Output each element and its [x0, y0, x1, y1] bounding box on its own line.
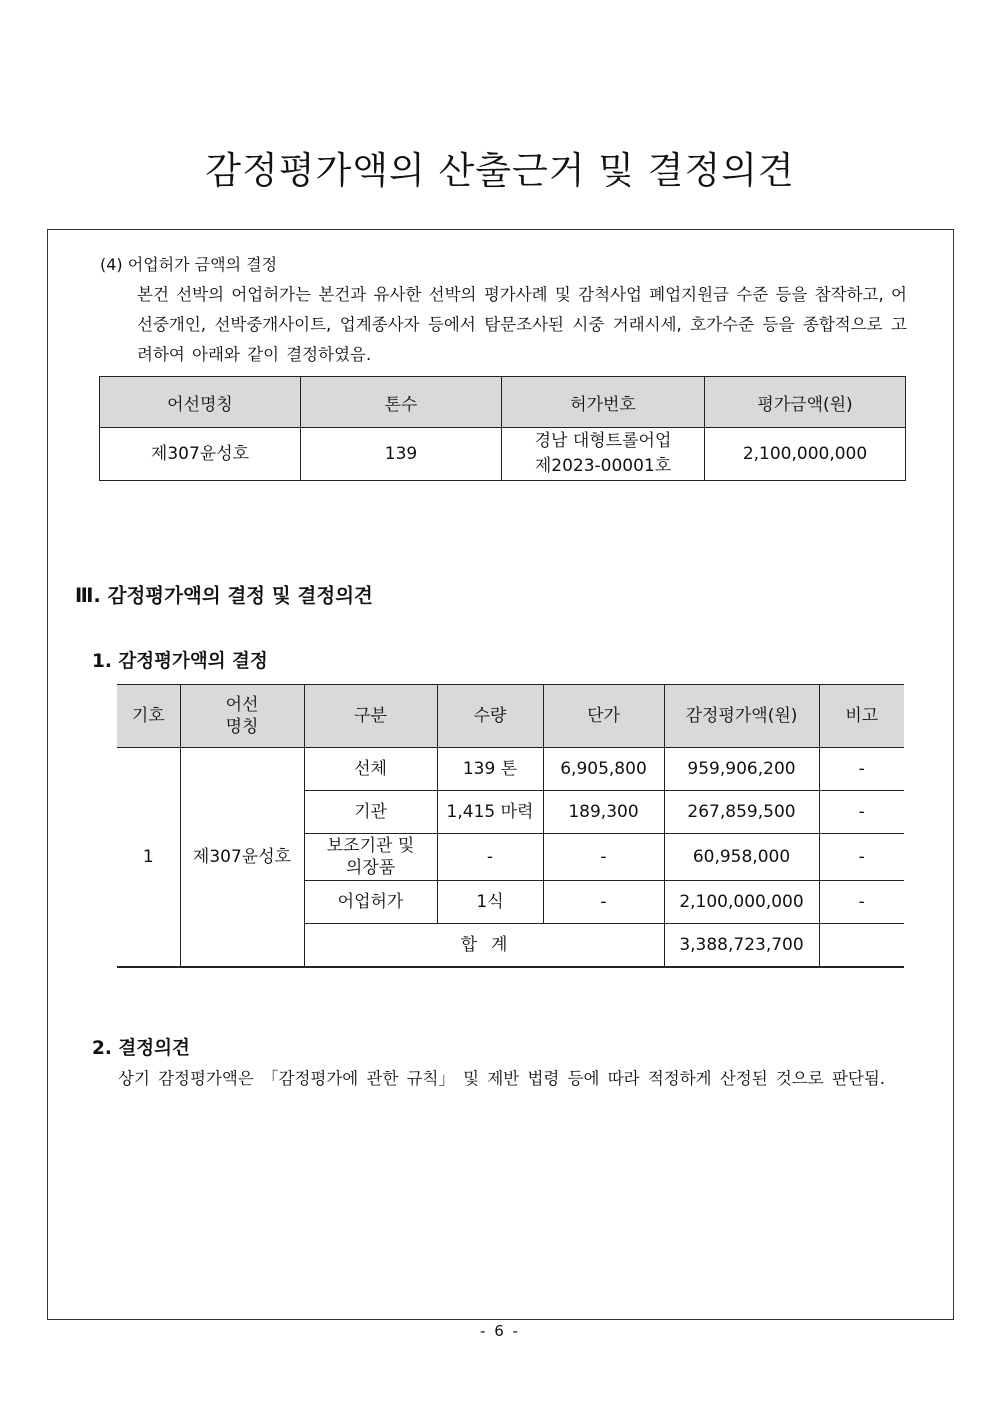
quantity-cell: 1,415 마력 — [437, 791, 543, 834]
header-vessel-name — [180, 685, 304, 748]
tonnage-cell: 139 — [301, 428, 502, 481]
amount-cell: 2,100,000,000 — [664, 881, 819, 924]
unit-price-cell: - — [543, 834, 664, 881]
page-number: - 6 - — [480, 1322, 520, 1340]
header-permit-number: 허가번호 — [502, 377, 705, 428]
amount-cell: 2,100,000,000 — [705, 428, 906, 481]
header-quantity: 수량 — [437, 685, 543, 748]
category-cell — [304, 834, 437, 881]
table-row — [117, 748, 904, 791]
page-title: 감정평가액의 산출근거 및 결정의견 — [205, 149, 795, 192]
category-line-2: 의장품 — [345, 858, 396, 878]
section-4-paragraph: 본건 선박의 어업허가는 본건과 유사한 선박의 평가사례 및 감척사업 폐업지원금 수준 등을 참작하고, 어선중개인, 선박중개사이트, 업계종사자 등에서 탐문조사된 시중 거래시세, 호가수준 등을 종합적으로 고려하여 아래와 같이 결정하였음. — [137, 285, 907, 364]
remark-cell: - — [819, 748, 904, 791]
header-remark: 비고 — [819, 685, 904, 748]
unit-price-cell: 6,905,800 — [543, 748, 664, 791]
table-header-row — [100, 377, 906, 428]
table-header-row — [117, 685, 904, 748]
category-line-1: 보조기관 및 — [326, 836, 415, 856]
permit-line-1: 경남 대형트롤어업 — [534, 431, 672, 451]
quantity-cell: 139 톤 — [437, 748, 543, 791]
subsection-1-heading: 1. 감정평가액의 결정 — [92, 651, 268, 672]
unit-price-cell: 189,300 — [543, 791, 664, 834]
header-appraised-amount: 평가금액(원) — [705, 377, 906, 428]
remark-cell: - — [819, 791, 904, 834]
category-cell: 어업허가 — [304, 881, 437, 924]
permit-line-2: 제2023-00001호 — [534, 456, 672, 476]
section-4-heading: (4) 어업허가 금액의 결정 — [100, 255, 278, 274]
amount-cell: 60,958,000 — [664, 834, 819, 881]
amount-cell: 959,906,200 — [664, 748, 819, 791]
category-cell: 선체 — [304, 748, 437, 791]
amount-cell: 267,859,500 — [664, 791, 819, 834]
header-category: 구분 — [304, 685, 437, 748]
vessel-name-cell: 제307윤성호 — [100, 428, 301, 481]
quantity-cell: - — [437, 834, 543, 881]
header-tonnage: 톤수 — [301, 377, 502, 428]
header-appraised-amount: 감정평가액(원) — [664, 685, 819, 748]
fishing-permit-table — [99, 376, 906, 481]
category-cell: 기관 — [304, 791, 437, 834]
header-no: 기호 — [117, 685, 180, 748]
subsection-2-heading: 2. 결정의견 — [92, 1038, 190, 1059]
vessel-name-cell: 제307윤성호 — [180, 748, 304, 967]
opinion-paragraph: 상기 감정평가액은 「감정평가에 관한 규칙」 및 제반 법령 등에 따라 적정하게 산정된 것으로 판단됨. — [118, 1069, 886, 1088]
permit-number-cell — [502, 428, 705, 481]
remark-cell: - — [819, 834, 904, 881]
header-unit-price: 단가 — [543, 685, 664, 748]
item-no-cell: 1 — [117, 748, 180, 967]
total-amount: 3,388,723,700 — [664, 924, 819, 967]
header-vessel-name: 어선명칭 — [100, 377, 301, 428]
remark-cell: - — [819, 881, 904, 924]
total-label: 합계 — [304, 924, 664, 967]
section-3-heading: Ⅲ. 감정평가액의 결정 및 결정의견 — [75, 584, 373, 607]
appraisal-table — [117, 684, 904, 968]
quantity-cell: 1식 — [437, 881, 543, 924]
header-vessel-name-line-2: 명칭 — [225, 717, 259, 737]
header-vessel-name-line-1: 어선 — [225, 695, 259, 715]
table-row — [100, 428, 906, 481]
unit-price-cell: - — [543, 881, 664, 924]
total-remark-cell — [819, 924, 904, 967]
